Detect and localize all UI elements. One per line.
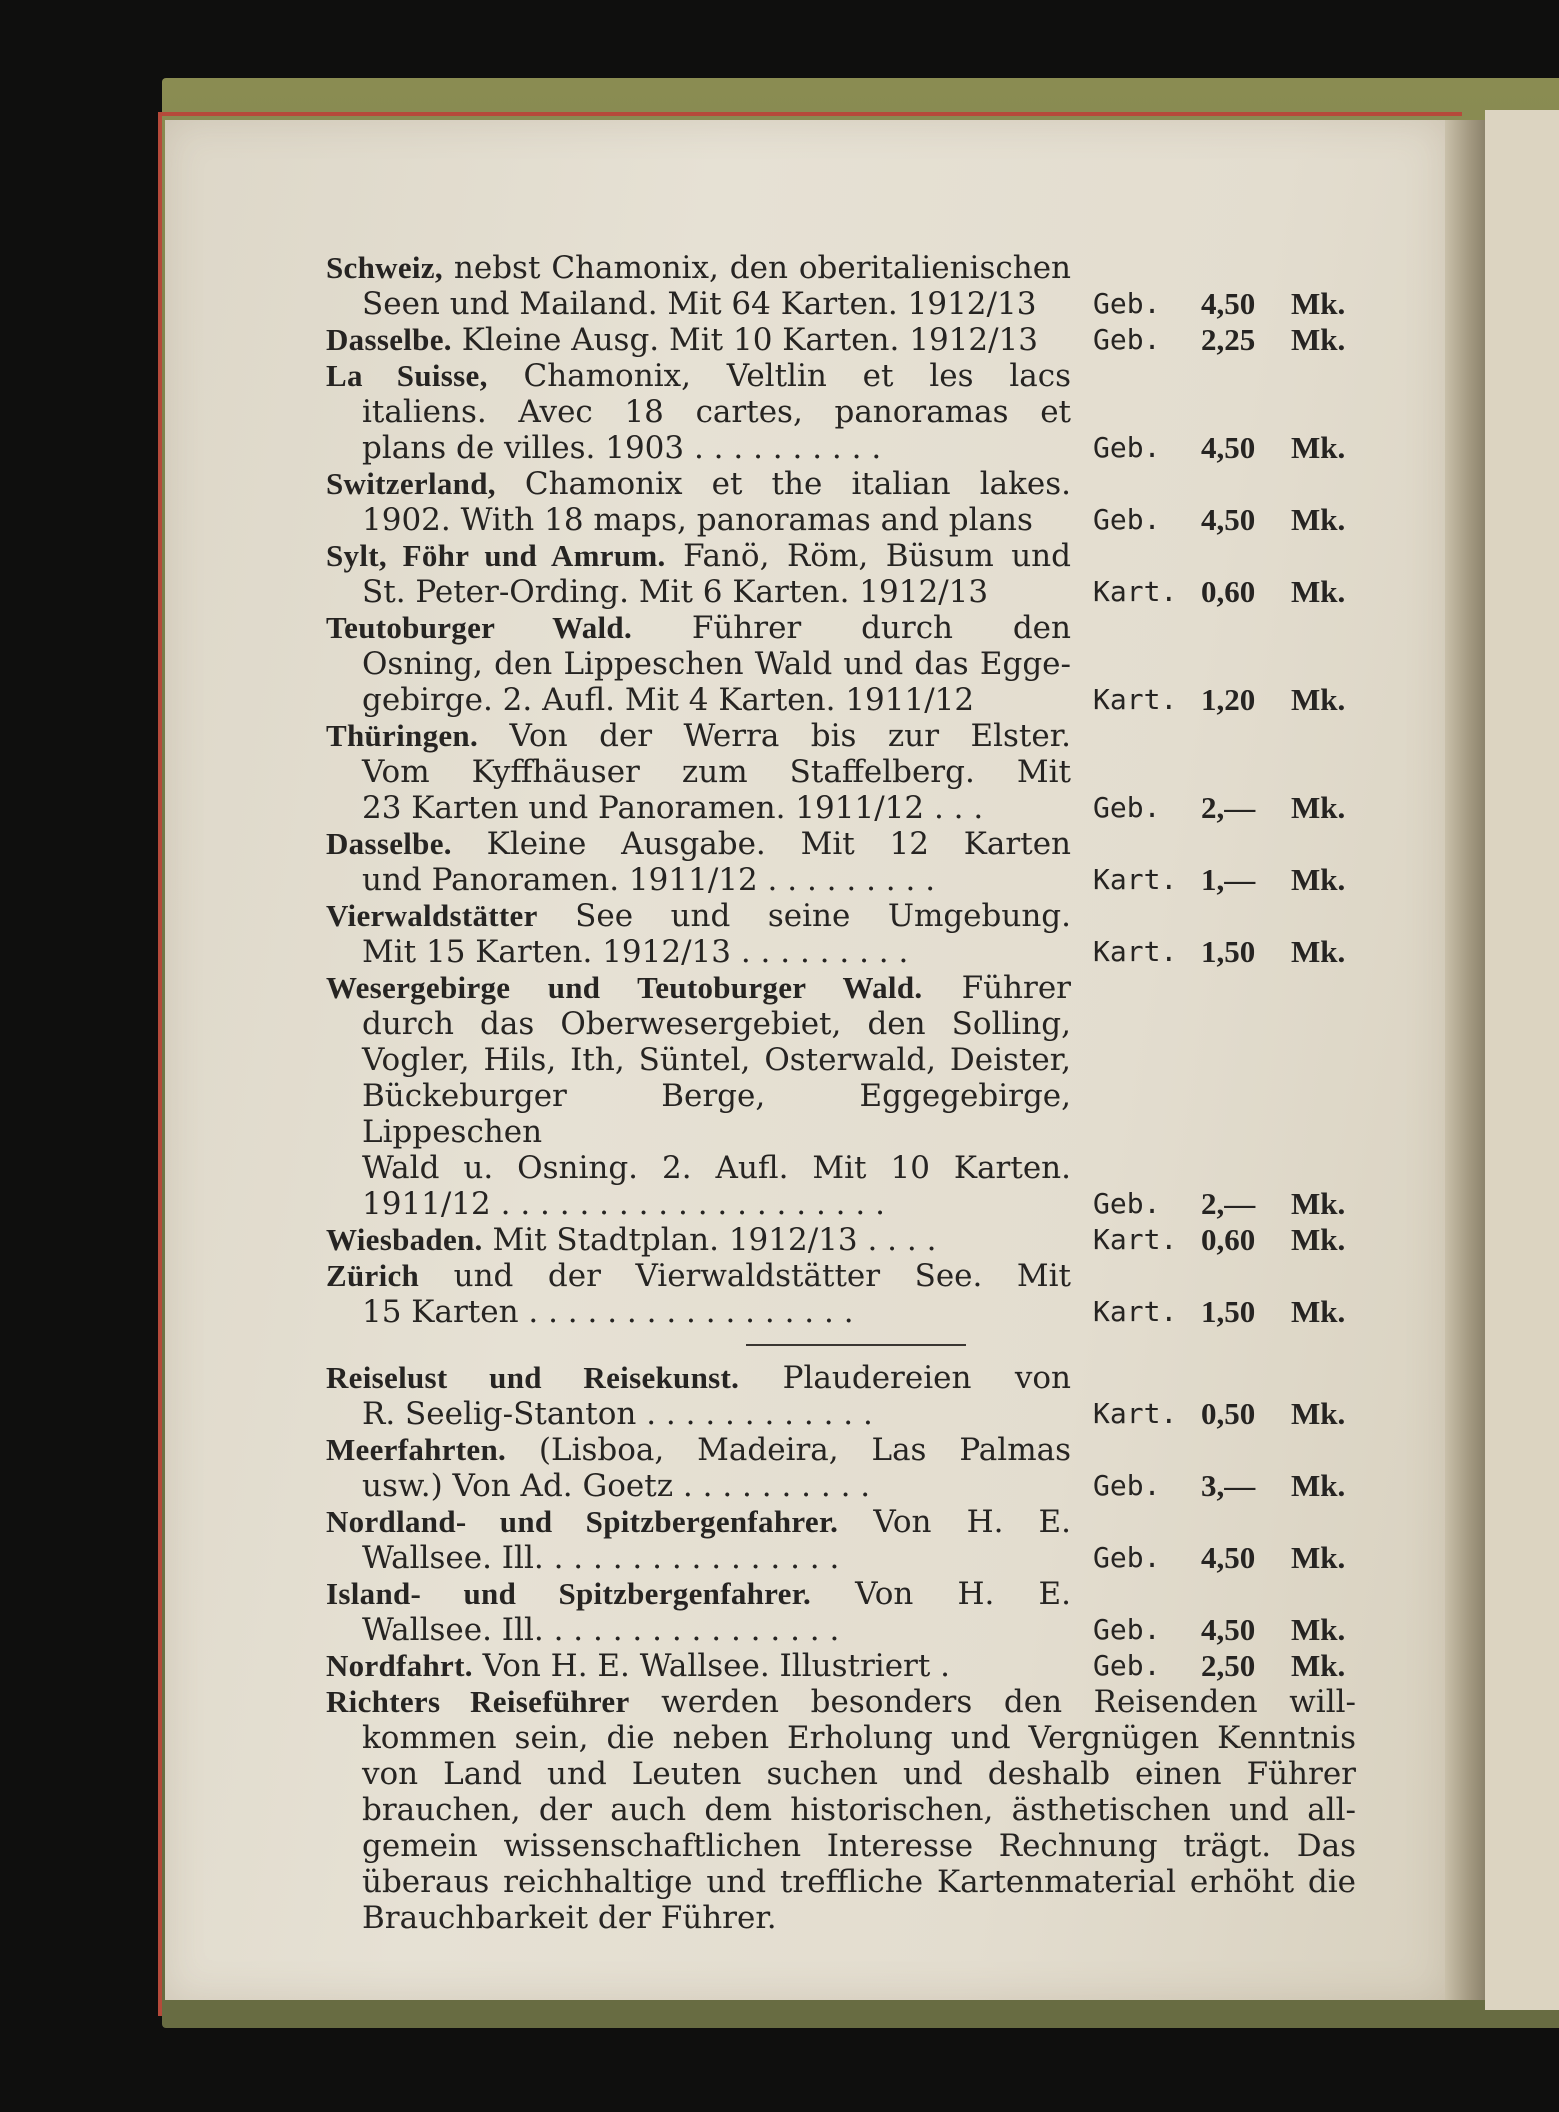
catalog-entry: [326, 970, 1366, 1222]
entry-text: [326, 466, 1071, 538]
entry-price: [1093, 1186, 1351, 1222]
catalog-entry: [326, 1222, 1366, 1258]
price-amount: 1,20: [1201, 682, 1256, 717]
price-amount: 0,50: [1201, 1396, 1256, 1431]
entry-first-line: [326, 970, 1071, 1006]
binding-type: Geb.: [1093, 323, 1161, 356]
entry-price: [1093, 934, 1351, 970]
guide-list: [326, 250, 1366, 1330]
entry-first-line: [326, 1258, 1071, 1294]
entry-text: [326, 1432, 1071, 1504]
entry-text: [326, 610, 1071, 718]
entry-description-line: 1911/12 . . . . . . . . . . . . . . . . . . . .: [362, 1186, 885, 1222]
binding-type: Kart.: [1093, 935, 1178, 968]
catalog-entry: [326, 898, 1366, 970]
entry-description: Führer durch den: [691, 610, 1071, 646]
entry-description: Chamonix, Veltlin et les lacs: [523, 358, 1071, 394]
entry-title: Switzerland,: [326, 466, 496, 501]
entry-price: [1093, 862, 1351, 898]
entry-description-line: und Panoramen. 1911/12 . . . . . . . . .: [362, 862, 936, 898]
entry-description: Von H. E.: [873, 1504, 1072, 1540]
entry-text: [326, 1222, 1071, 1258]
entry-title: Nordland- und Spitzbergenfahrer.: [326, 1504, 839, 1539]
entry-description-line: italiens. Avec 18 cartes, panoramas et: [362, 394, 1071, 430]
closing-title: Richters Reiseführer: [326, 1684, 630, 1719]
entry-price: [1093, 1468, 1351, 1504]
price-currency: Mk.: [1291, 574, 1346, 609]
closing-line: brauchen, der auch dem historischen, ästhetischen und all-: [362, 1792, 1356, 1828]
entry-first-line: [326, 538, 1071, 574]
entry-price: [1093, 790, 1351, 826]
closing-first-line: Richters Reiseführer werden besonders den Reisenden will-: [326, 1684, 1356, 1720]
price-currency: Mk.: [1291, 862, 1346, 897]
entry-description-line: Wallsee. Ill. . . . . . . . . . . . . . . .: [362, 1612, 840, 1648]
entry-description: (Lisboa, Madeira, Las Palmas: [538, 1432, 1071, 1468]
price-amount: 0,60: [1201, 1222, 1256, 1257]
price-currency: Mk.: [1291, 1294, 1346, 1329]
entry-price: [1093, 286, 1351, 322]
entry-title: Dasselbe.: [326, 826, 452, 861]
entry-text: [326, 1576, 1071, 1648]
entry-text: [326, 250, 1071, 322]
binding-type: Kart.: [1093, 575, 1178, 608]
entry-first-line: [326, 1360, 1071, 1396]
entry-price: [1093, 1648, 1351, 1684]
entry-price: [1093, 1540, 1351, 1576]
entry-title: Reiselust und Reisekunst.: [326, 1360, 740, 1395]
price-amount: 1,—: [1201, 862, 1256, 897]
closing-line: kommen sein, die neben Erholung und Vergnügen Kenntnis: [362, 1720, 1356, 1756]
entry-description-line: Vogler, Hils, Ith, Süntel, Osterwald, Deister,: [362, 1042, 1071, 1078]
price-currency: Mk.: [1291, 1540, 1346, 1575]
entry-text: [326, 1648, 1071, 1684]
price-currency: Mk.: [1291, 790, 1346, 825]
entry-title: Teutoburger Wald.: [326, 610, 632, 645]
entry-title: Sylt, Föhr und Amrum.: [326, 538, 666, 573]
entry-first-line: [326, 610, 1071, 646]
price-currency: Mk.: [1291, 1612, 1346, 1647]
entry-price: [1093, 1222, 1351, 1258]
entry-price: [1093, 502, 1351, 538]
price-currency: Mk.: [1291, 286, 1346, 321]
catalog-entry: [326, 250, 1366, 322]
binding-type: Geb.: [1093, 1649, 1161, 1682]
entry-description-line: 23 Karten und Panoramen. 1911/12 . . .: [362, 790, 984, 826]
section-divider: [746, 1344, 966, 1346]
price-amount: 2,25: [1201, 322, 1256, 357]
entry-title: Dasselbe.: [326, 322, 452, 357]
price-currency: Mk.: [1291, 1468, 1346, 1503]
entry-first-line: [326, 322, 1071, 358]
price-amount: 4,50: [1201, 430, 1256, 465]
closing-paragraph: [326, 1684, 1356, 1936]
entry-description-line: 15 Karten . . . . . . . . . . . . . . . . .: [362, 1294, 854, 1330]
entry-text: [326, 898, 1071, 970]
entry-first-line: [326, 1648, 1071, 1684]
entry-description: Kleine Ausg. Mit 10 Karten. 1912/13: [461, 322, 1039, 358]
price-amount: 4,50: [1201, 502, 1256, 537]
entry-description: Von H. E.: [855, 1576, 1072, 1612]
adjacent-page: [1485, 110, 1559, 2010]
entry-description-line: Osning, den Lippeschen Wald und das Egge-: [362, 646, 1071, 682]
price-amount: 4,50: [1201, 286, 1256, 321]
entry-description: und der Vierwaldstätter See. Mit: [453, 1258, 1071, 1294]
price-amount: 2,—: [1201, 790, 1256, 825]
binding-type: Geb.: [1093, 1469, 1161, 1502]
entry-price: [1093, 430, 1351, 466]
entry-first-line: [326, 1432, 1071, 1468]
entry-title: Wesergebirge und Teutoburger Wald.: [326, 970, 923, 1005]
entry-description: Chamonix et the italian lakes.: [524, 466, 1071, 502]
entry-description: Plaudereien von: [782, 1360, 1072, 1396]
entry-price: [1093, 574, 1351, 610]
entry-text: [326, 970, 1071, 1222]
entry-description-line: Wald u. Osning. 2. Aufl. Mit 10 Karten.: [362, 1150, 1071, 1186]
catalog-entry: [326, 358, 1366, 466]
entry-description-line: durch das Oberwesergebiet, den Solling,: [362, 1006, 1071, 1042]
binding-type: Geb.: [1093, 791, 1161, 824]
price-currency: Mk.: [1291, 1648, 1346, 1683]
catalog-entry: [326, 538, 1366, 610]
entry-price: [1093, 682, 1351, 718]
entry-description: Mit Stadtplan. 1912/13 . . . .: [492, 1222, 937, 1258]
catalog-entry: [326, 322, 1366, 358]
catalog-entry: [326, 718, 1366, 826]
entry-description-line: plans de villes. 1903 . . . . . . . . . .: [362, 430, 882, 466]
entry-title: Nordfahrt.: [326, 1648, 473, 1683]
entry-first-line: [326, 718, 1071, 754]
binding-type: Geb.: [1093, 1613, 1161, 1646]
entry-description-line: Bückeburger Berge, Eggegebirge, Lippeschen: [362, 1078, 1071, 1150]
catalog-entry: [326, 610, 1366, 718]
closing-line: Brauchbarkeit der Führer.: [362, 1900, 777, 1936]
price-currency: Mk.: [1291, 502, 1346, 537]
entry-title: Wiesbaden.: [326, 1222, 483, 1257]
entry-title: Zürich: [326, 1258, 420, 1293]
entry-first-line: [326, 466, 1071, 502]
price-amount: 4,50: [1201, 1540, 1256, 1575]
entry-description: See und seine Umgebung.: [575, 898, 1071, 934]
price-amount: 0,60: [1201, 574, 1256, 609]
binding-type: Kart.: [1093, 1223, 1178, 1256]
entry-description-line: Wallsee. Ill. . . . . . . . . . . . . . . .: [362, 1540, 840, 1576]
catalog-entry: [326, 466, 1366, 538]
binding-type: Geb.: [1093, 287, 1161, 320]
entry-description: nebst Chamonix, den oberitalienischen: [453, 250, 1072, 286]
entry-text: [326, 538, 1071, 610]
binding-type: Kart.: [1093, 1295, 1178, 1328]
entry-text: [326, 718, 1071, 826]
binding-type: Geb.: [1093, 431, 1161, 464]
entry-text: [326, 1258, 1071, 1330]
binding-type: Kart.: [1093, 683, 1178, 716]
entry-description-line: St. Peter-Ording. Mit 6 Karten. 1912/13: [362, 574, 989, 610]
price-currency: Mk.: [1291, 1396, 1346, 1431]
catalog-entry: [326, 1576, 1366, 1648]
entry-text: [326, 322, 1071, 358]
page-gutter: [1445, 120, 1485, 2000]
entry-price: [1093, 1294, 1351, 1330]
price-currency: Mk.: [1291, 322, 1346, 357]
entry-description-line: usw.) Von Ad. Goetz . . . . . . . . . .: [362, 1468, 871, 1504]
binding-type: Kart.: [1093, 1397, 1178, 1430]
binding-type: Geb.: [1093, 1541, 1161, 1574]
entry-first-line: [326, 1576, 1071, 1612]
entry-description-line: 1902. With 18 maps, panoramas and plans: [362, 502, 1033, 538]
entry-title: Meerfahrten.: [326, 1432, 507, 1467]
entry-text: [326, 358, 1071, 466]
entry-text: [326, 1360, 1071, 1432]
entry-title: Thüringen.: [326, 718, 479, 753]
entry-description: Führer: [961, 970, 1071, 1006]
entry-first-line: [326, 898, 1071, 934]
catalog-listing: [326, 250, 1366, 1936]
entry-first-line: [326, 1504, 1071, 1540]
catalog-entry: [326, 1504, 1366, 1576]
catalog-entry: [326, 1258, 1366, 1330]
price-amount: 4,50: [1201, 1612, 1256, 1647]
entry-description-line: Seen und Mailand. Mit 64 Karten. 1912/13: [362, 286, 1037, 322]
price-amount: 3,—: [1201, 1468, 1256, 1503]
price-currency: Mk.: [1291, 934, 1346, 969]
entry-description: Von der Werra bis zur Elster.: [509, 718, 1071, 754]
entry-first-line: [326, 358, 1071, 394]
entry-description: Von H. E. Wallsee. Illustriert .: [482, 1648, 951, 1684]
price-currency: Mk.: [1291, 1222, 1346, 1257]
price-currency: Mk.: [1291, 430, 1346, 465]
entry-price: [1093, 1396, 1351, 1432]
closing-line: von Land und Leuten suchen und deshalb einen Führer: [362, 1756, 1356, 1792]
price-amount: 2,—: [1201, 1186, 1256, 1221]
price-amount: 1,50: [1201, 934, 1256, 969]
entry-title: Vierwaldstätter: [326, 898, 538, 933]
entry-description-line: R. Seelig-Stanton . . . . . . . . . . . .: [362, 1396, 873, 1432]
entry-description: Fanö, Röm, Büsum und: [683, 538, 1071, 574]
price-amount: 2,50: [1201, 1648, 1256, 1683]
closing-line: gemein wissenschaftlichen Interesse Rechnung trägt. Das: [362, 1828, 1356, 1864]
entry-first-line: [326, 1222, 1071, 1258]
entry-title: Island- und Spitzbergenfahrer.: [326, 1576, 811, 1611]
catalog-entry: [326, 1360, 1366, 1432]
entry-description: Kleine Ausgabe. Mit 12 Karten: [486, 826, 1072, 862]
binding-type: Geb.: [1093, 1187, 1161, 1220]
price-currency: Mk.: [1291, 682, 1346, 717]
binding-type: Kart.: [1093, 863, 1178, 896]
entry-text: [326, 826, 1071, 898]
entry-description-line: gebirge. 2. Aufl. Mit 4 Karten. 1911/12: [362, 682, 975, 718]
entry-price: [1093, 322, 1351, 358]
price-currency: Mk.: [1291, 1186, 1346, 1221]
price-amount: 1,50: [1201, 1294, 1256, 1329]
catalog-entry: [326, 826, 1366, 898]
entry-description-line: Mit 15 Karten. 1912/13 . . . . . . . . .: [362, 934, 909, 970]
travel-books-list: [326, 1360, 1366, 1684]
catalog-entry: [326, 1648, 1366, 1684]
entry-first-line: [326, 826, 1071, 862]
catalog-entry: [326, 1432, 1366, 1504]
binding-type: Geb.: [1093, 503, 1161, 536]
entry-title: La Suisse,: [326, 358, 488, 393]
entry-first-line: [326, 250, 1071, 286]
entry-price: [1093, 1612, 1351, 1648]
entry-text: [326, 1504, 1071, 1576]
closing-line: überaus reichhaltige und treffliche Kartenmaterial erhöht die: [362, 1864, 1356, 1900]
entry-title: Schweiz,: [326, 250, 443, 285]
entry-description-line: Vom Kyffhäuser zum Staffelberg. Mit: [362, 754, 1071, 790]
